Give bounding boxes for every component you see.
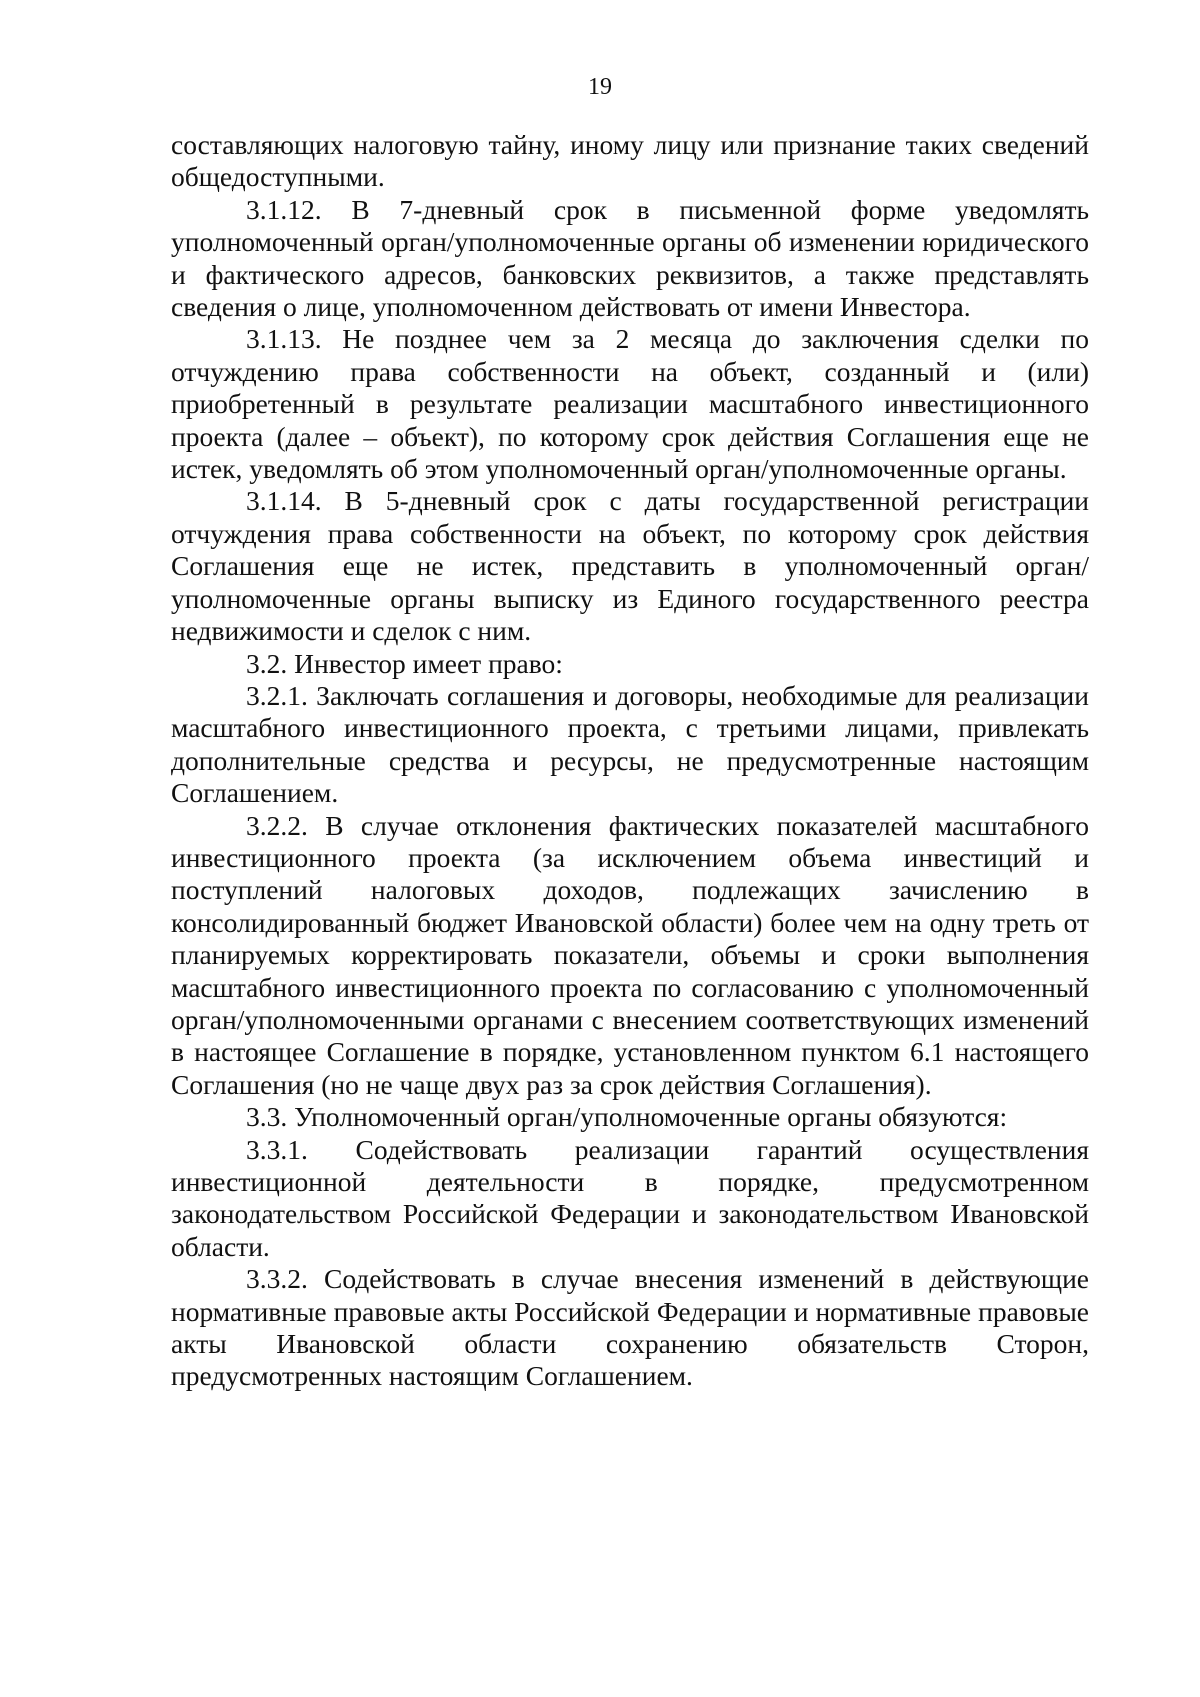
paragraph-3-1-13: 3.1.13. Не позднее чем за 2 месяца до заключения сделки по отчуждению права собственности на объект, созданный и (или) приобретенный в результате реализации масштабного инвестиционного проекта (далее – объект), по которому срок действия Соглашения еще не истек, уведомлять об этом уполномоченный орган/уполномоченные органы. — [171, 323, 1089, 485]
paragraph-3-3-1: 3.3.1. Содействовать реализации гарантий осуществления инвестиционной деятельности в порядке, предусмотренном законодательством Российской Федерации и законодательством Ивановской области. — [171, 1133, 1089, 1262]
page-number: 19 — [588, 74, 612, 100]
paragraph-3-3-2: 3.3.2. Содействовать в случае внесения изменений в действующие нормативные правовые акты Российской Федерации и нормативные правовые акты Ивановской области сохранению обязательств Сторон, предусмотренных настоящим Соглашением. — [171, 1263, 1089, 1392]
paragraph-3-1-14: 3.1.14. В 5-дневный срок с даты государственной регистрации отчуждения права собственности на объект, по которому срок действия Соглашения еще не истек, представить в уполномоченный орган/уполномоченные органы выписку из Единого государственного реестра недвижимости и сделок с ним. — [171, 485, 1089, 647]
paragraph-3-1-12: 3.1.12. В 7-дневный срок в письменной форме уведомлять уполномоченный орган/уполномоченные органы об изменении юридического и фактического адресов, банковских реквизитов, а также представлять сведения о лице, уполномоченном действовать от имени Инвестора. — [171, 193, 1089, 323]
document-body — [171, 129, 1089, 1393]
paragraph-3-3: 3.3. Уполномоченный орган/уполномоченные органы обязуются: — [246, 1101, 1008, 1133]
paragraph-continuation: составляющих налоговую тайну, иному лицу или признание таких сведений общедоступными. — [171, 129, 1089, 193]
paragraph-3-2-2: 3.2.2. В случае отклонения фактических показателей масштабного инвестиционного проекта (за исключением объема инвестиций и поступлений налоговых доходов, подлежащих зачислению в консолидированный бюджет Ивановской области) более чем на одну треть от планируемых корректировать показатели, объемы и сроки выполнения масштабного инвестиционного проекта по согласованию с уполномоченный орган/уполномоченными органами с внесением соответствующих изменений в настоящее Соглашение в порядке, установленном пунктом 6.1 настоящего Соглашения (но не чаще двух раз за срок действия Соглашения). — [171, 809, 1089, 1100]
paragraph-3-2: 3.2. Инвестор имеет право: — [246, 647, 563, 679]
paragraph-3-2-1: 3.2.1. Заключать соглашения и договоры, необходимые для реализации масштабного инвестиционного проекта, с третьими лицами, привлекать дополнительные средства и ресурсы, не предусмотренные настоящим Соглашением. — [171, 679, 1089, 809]
